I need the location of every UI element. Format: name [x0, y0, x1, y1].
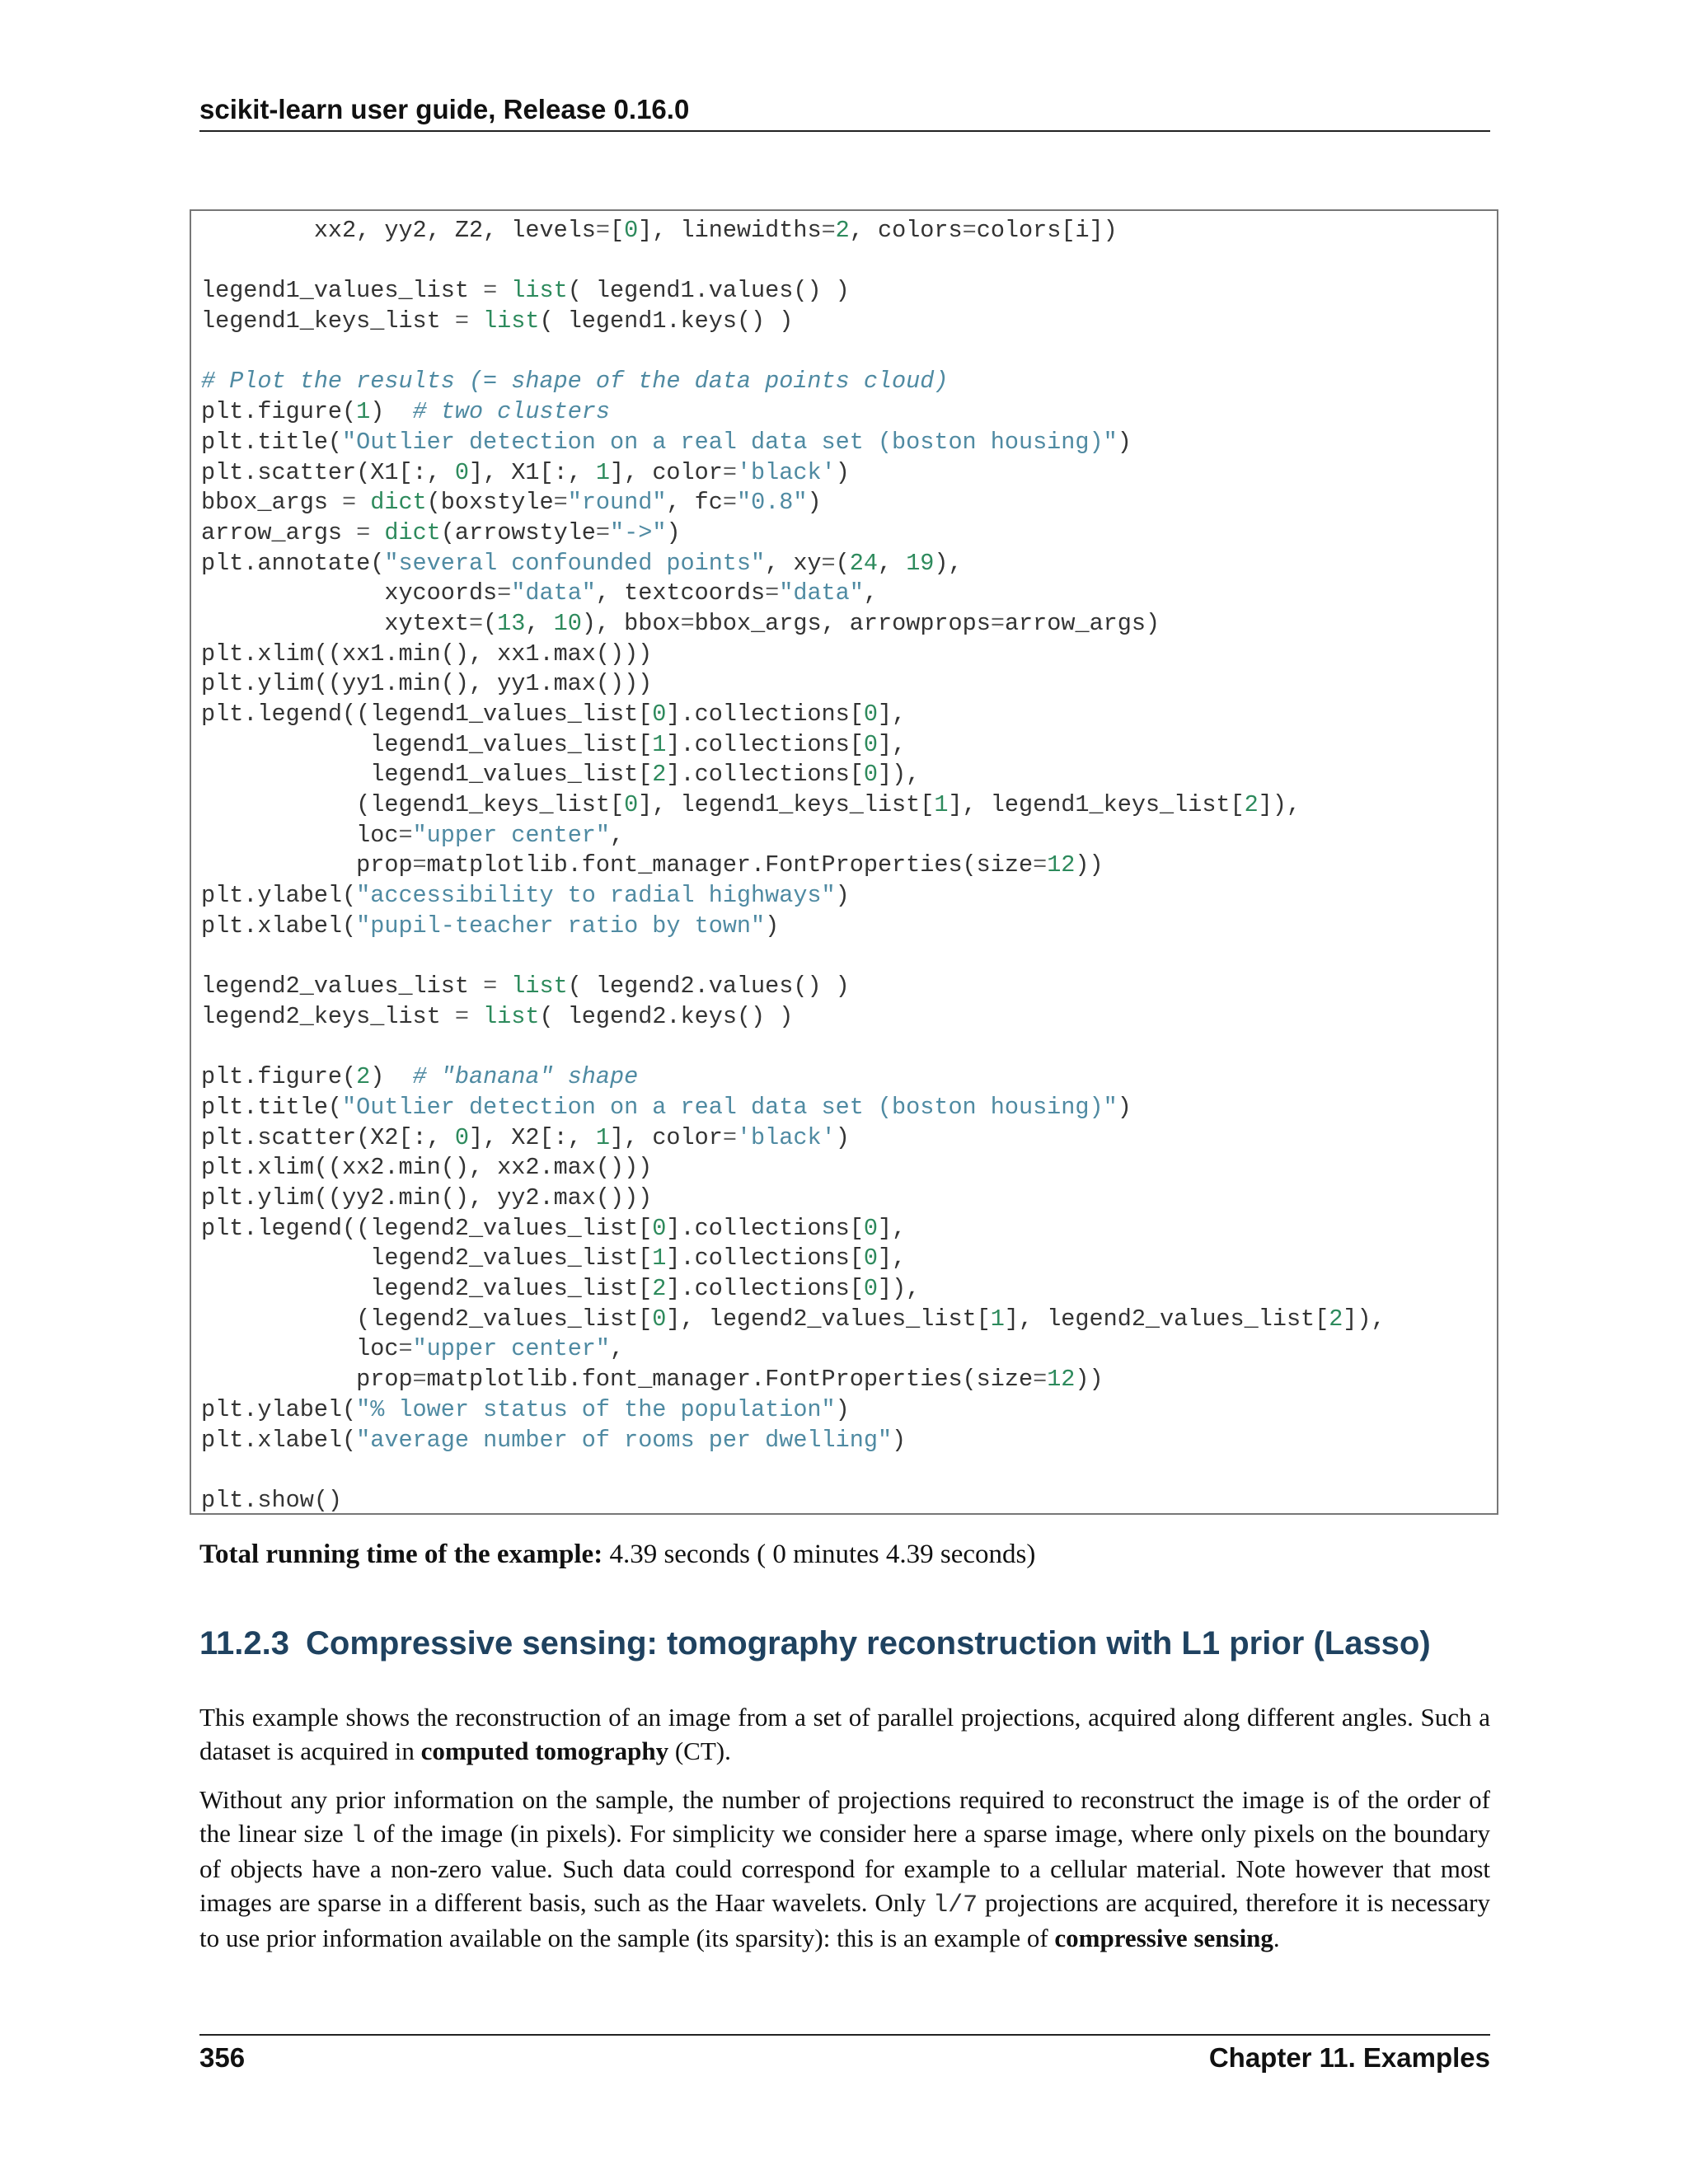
code-line: loc="upper center",: [201, 821, 625, 849]
code-line: legend2_values_list[1].collections[0],: [201, 1244, 907, 1272]
code-line: legend2_values_list[2].collections[0]),: [201, 1275, 921, 1303]
code-line: prop=matplotlib.font_manager.FontProperties(size=12)): [201, 1366, 1104, 1394]
inline-code: l/7: [933, 1891, 978, 1919]
code-line: plt.xlabel("pupil-teacher ratio by town"): [201, 912, 780, 940]
code-line: plt.title("Outlier detection on a real data set (boston housing)"): [201, 428, 1132, 456]
paragraph-text: Without any prior information on the sample, the number of projections required to reconstruct the image is of the order of the linear size: [199, 1785, 1490, 1848]
paragraph-text: This example shows the reconstruction of an image from a set of parallel projections, acquired along different angles. Such a dataset is acquired in: [199, 1703, 1490, 1765]
code-line: (legend2_values_list[0], legend2_values_list[1], legend2_values_list[2]),: [201, 1305, 1386, 1333]
code-block: [190, 209, 1498, 1515]
section-heading: [199, 1625, 1518, 1662]
paragraph-text: projections are acquired, therefore it is necessary to use prior information available on the sample (its sparsity): this is an example of: [199, 1887, 1490, 1952]
code-line: legend1_values_list[2].collections[0]),: [201, 761, 921, 789]
paragraph-text: of the image (in pixels). For simplicity we consider here a sparse image, where only pixels on the boundary of objects have a non-zero value. Such data could correspond for example to a cellular material. Note however that most images are sparse in a different basis, such as the Haar wavelets. Only: [199, 1818, 1490, 1917]
paragraph-text: .: [1273, 1924, 1280, 1952]
code-line: plt.figure(2) # "banana" shape: [201, 1063, 639, 1091]
code-line: xx2, yy2, Z2, levels=[0], linewidths=2, colors=colors[i]): [201, 217, 1118, 244]
code-line: legend1_values_list = list( legend1.values() ): [201, 277, 850, 305]
code-line: xycoords="data", textcoords="data",: [201, 579, 878, 607]
code-line: prop=matplotlib.font_manager.FontProperties(size=12)): [201, 851, 1104, 879]
code-line: plt.xlim((xx2.min(), xx2.max())): [201, 1154, 653, 1182]
code-listing: [201, 216, 1386, 1515]
code-line: [201, 942, 1386, 972]
paragraph-text: (CT).: [668, 1736, 731, 1765]
page-number: 356: [199, 2042, 246, 2073]
code-line: plt.ylim((yy1.min(), yy1.max())): [201, 670, 653, 698]
code-line: xytext=(13, 10), bbox=bbox_args, arrowprops=arrow_args): [201, 609, 1160, 637]
code-line: plt.ylabel("% lower status of the population"): [201, 1395, 850, 1423]
code-line: plt.ylim((yy2.min(), yy2.max())): [201, 1184, 653, 1212]
code-line: (legend1_keys_list[0], legend1_keys_list[1], legend1_keys_list[2]),: [201, 791, 1301, 819]
code-line: plt.xlabel("average number of rooms per dwelling"): [201, 1426, 907, 1454]
code-line: loc="upper center",: [201, 1335, 625, 1363]
inline-code: l: [350, 1821, 366, 1850]
paragraph-details: [199, 1783, 1490, 1956]
chapter-label: Chapter 11. Examples: [1208, 2042, 1490, 2073]
code-line: plt.scatter(X1[:, 0], X1[:, 1], color='black'): [201, 458, 850, 486]
section-number: 11.2.3: [199, 1625, 290, 1661]
code-line: legend1_values_list[1].collections[0],: [201, 730, 907, 758]
code-line: # Plot the results (= shape of the data points cloud): [201, 368, 949, 396]
section-title-text: Compressive sensing: tomography reconstruction with L1 prior (Lasso): [306, 1625, 1431, 1661]
code-line: plt.legend((legend2_values_list[0].collections[0],: [201, 1214, 907, 1242]
bold-term: compressive sensing: [1054, 1924, 1273, 1952]
code-line: legend2_keys_list = list( legend2.keys() ): [201, 1002, 794, 1030]
code-line: [201, 337, 1386, 368]
running-time: [199, 1540, 1035, 1570]
code-line: [201, 1033, 1386, 1063]
bold-term: computed tomography: [420, 1736, 669, 1765]
code-line: plt.xlim((xx1.min(), xx1.max())): [201, 640, 653, 668]
footer-rule: [199, 2034, 1490, 2036]
code-line: [201, 246, 1386, 277]
running-header: [199, 92, 1490, 132]
code-line: plt.scatter(X2[:, 0], X2[:, 1], color='black'): [201, 1123, 850, 1151]
code-line: plt.title("Outlier detection on a real data set (boston housing)"): [201, 1093, 1132, 1121]
code-line: plt.figure(1) # two clusters: [201, 398, 611, 426]
code-line: [201, 1455, 1386, 1486]
running-title: scikit-learn user guide, Release 0.16.0: [199, 94, 690, 124]
code-line: legend1_keys_list = list( legend1.keys() ): [201, 307, 794, 335]
running-time-value: 4.39 seconds ( 0 minutes 4.39 seconds): [609, 1540, 1036, 1569]
code-line: bbox_args = dict(boxstyle="round", fc="0.8"): [201, 489, 822, 517]
code-line: plt.ylabel("accessibility to radial highways"): [201, 882, 850, 910]
code-line: arrow_args = dict(arrowstyle="->"): [201, 518, 681, 546]
code-line: plt.show(): [201, 1486, 343, 1514]
paragraph-intro: [199, 1701, 1490, 1768]
code-line: plt.legend((legend1_values_list[0].collections[0],: [201, 701, 907, 728]
running-time-label: Total running time of the example:: [199, 1540, 603, 1569]
code-line: legend2_values_list = list( legend2.values() ): [201, 972, 850, 1001]
code-line: plt.annotate("several confounded points", xy=(24, 19),: [201, 549, 963, 577]
